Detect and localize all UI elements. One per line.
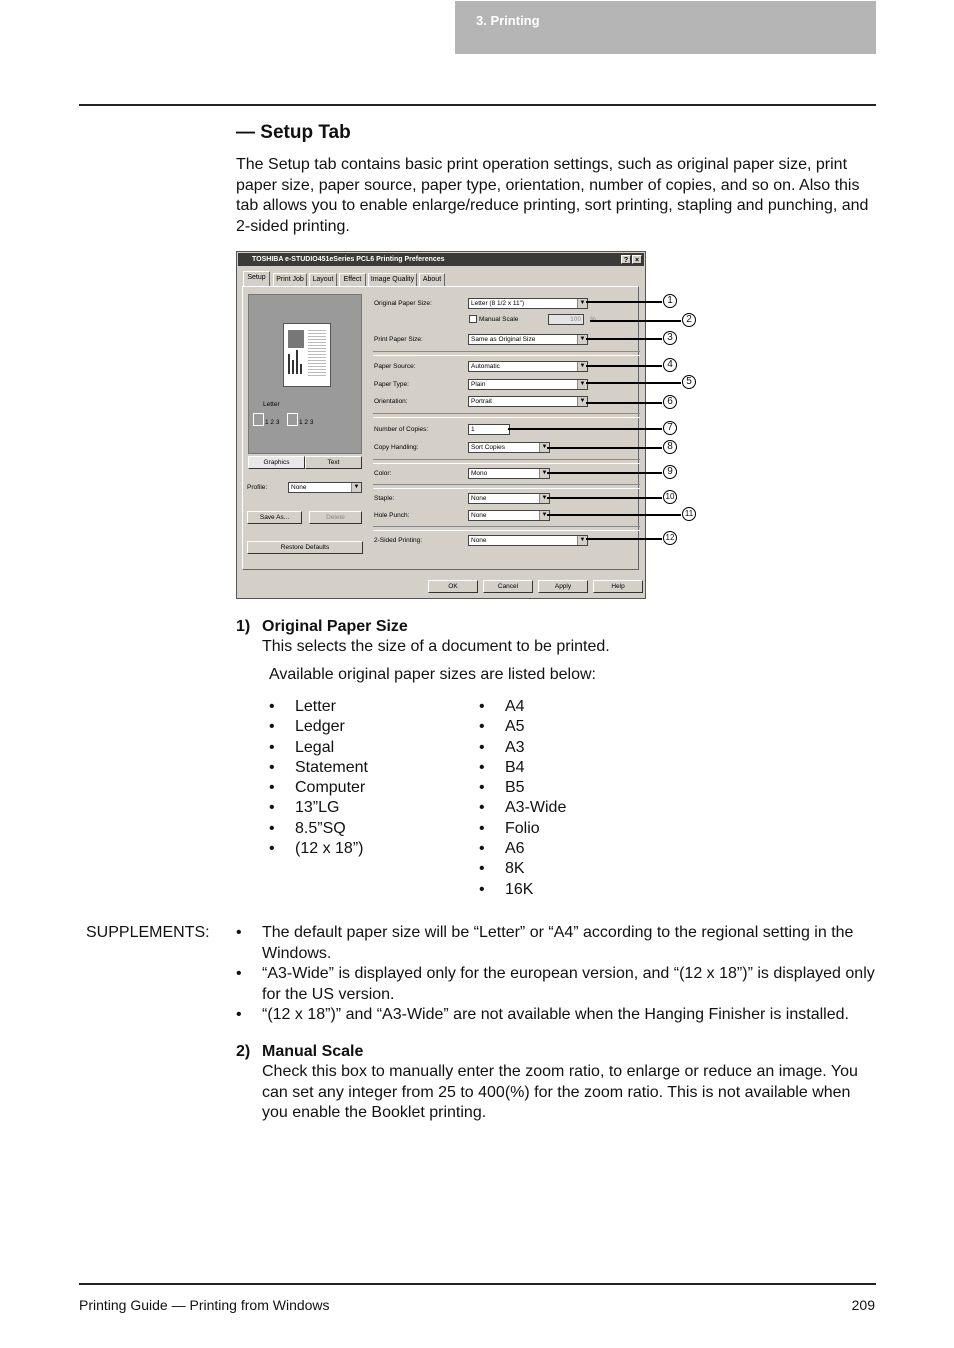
group-divider [373, 459, 640, 464]
footer-rule [79, 1283, 876, 1285]
list-item: • Ledger [269, 717, 459, 737]
ok-button[interactable]: OK [428, 580, 478, 593]
tab-layout[interactable]: Layout [309, 273, 337, 286]
staple-select[interactable]: None ▼ [468, 493, 550, 504]
list-item: • A3 [479, 738, 669, 758]
list-item: • A4 [479, 697, 669, 717]
paper-size-list-2 [479, 697, 669, 900]
chapter-label: 3. Printing [476, 13, 540, 28]
two-sided-select[interactable]: None ▼ [468, 535, 588, 546]
list-item: • A3-Wide [479, 798, 669, 818]
tab-setup[interactable]: Setup [243, 271, 270, 286]
list-item: • B5 [479, 778, 669, 798]
page-preview [248, 294, 362, 454]
orientation-select[interactable]: Portrait ▼ [468, 396, 588, 407]
callout-5: 5 [682, 375, 696, 389]
callout-line [547, 472, 662, 474]
callout-line [547, 447, 662, 449]
chapter-tab [455, 1, 876, 54]
callout-line [586, 338, 662, 340]
supplements-label: SUPPLEMENTS: [86, 924, 210, 941]
callout-9: 9 [663, 465, 677, 479]
list-item: • 8K [479, 859, 669, 879]
color-select[interactable]: Mono ▼ [468, 468, 550, 479]
list-item: • The default paper size will be “Letter” or “A4” according to the regional setting in the Windows. [236, 923, 876, 964]
callout-6: 6 [663, 395, 677, 409]
callout-line [586, 402, 662, 404]
print-paper-size-select[interactable]: Same as Original Size ▼ [468, 334, 588, 345]
item1-number: 1) [236, 618, 251, 635]
list-item: • “(12 x 18”)” and “A3-Wide” are not available when the Hanging Finisher is installed. [236, 1005, 876, 1026]
list-item: • A5 [479, 717, 669, 737]
list-item: • Computer [269, 778, 459, 798]
sort-doc-icon-2 [287, 413, 298, 426]
callout-line [547, 497, 662, 499]
list-item: • A6 [479, 839, 669, 859]
two-sided-label: 2-Sided Printing: [374, 537, 423, 544]
page-number: 209 [851, 1297, 875, 1313]
sort-doc-icon [253, 413, 264, 426]
item1-desc: This selects the size of a document to be printed. [262, 638, 610, 655]
callout-line [590, 320, 681, 322]
callout-3: 3 [663, 331, 677, 345]
item2-title: Manual Scale [262, 1043, 364, 1060]
list-item: • Statement [269, 758, 459, 778]
graphics-view-tab[interactable]: Graphics [248, 456, 305, 469]
manual-scale-label: Manual Scale [479, 316, 519, 323]
callout-4: 4 [663, 358, 677, 372]
callout-7: 7 [663, 421, 677, 435]
callout-8: 8 [663, 440, 677, 454]
list-item: • Folio [479, 819, 669, 839]
group-divider [373, 526, 640, 531]
dialog-titlebar [238, 253, 644, 266]
manual-scale-checkbox[interactable] [469, 315, 477, 323]
supplements-list [236, 923, 876, 1026]
paper-type-select[interactable]: Plain ▼ [468, 379, 588, 390]
tab-print-job[interactable]: Print Job [273, 273, 307, 286]
close-button[interactable]: × [632, 255, 642, 264]
paper-size-list-1 [269, 697, 459, 859]
staple-label: Staple: [374, 495, 395, 502]
hole-punch-select[interactable]: None ▼ [468, 510, 550, 521]
apply-button[interactable]: Apply [538, 580, 588, 593]
callout-line [586, 365, 662, 367]
list-item: • 16K [479, 880, 669, 900]
callout-12: 12 [663, 531, 677, 545]
cancel-button[interactable]: Cancel [483, 580, 533, 593]
list-item: • 13”LG [269, 798, 459, 818]
item2-number: 2) [236, 1043, 251, 1060]
paper-type-label: Paper Type: [374, 381, 409, 388]
tab-about[interactable]: About [419, 273, 445, 286]
dialog-title: TOSHIBA e-STUDIO451eSeries PCL6 Printing Preferences [252, 256, 445, 263]
help-button[interactable]: Help [593, 580, 643, 593]
preview-paper-label: Letter [263, 401, 280, 408]
item1-title: Original Paper Size [262, 618, 408, 635]
copies-label: Number of Copies: [374, 426, 429, 433]
save-as-button[interactable]: Save As... [247, 511, 302, 524]
printing-preferences-dialog [236, 251, 646, 599]
callout-line [586, 382, 681, 384]
callout-line [547, 514, 681, 516]
list-item: • Legal [269, 738, 459, 758]
footer-title: Printing Guide — Printing from Windows [79, 1297, 330, 1313]
color-label: Color: [374, 470, 392, 477]
group-divider [373, 413, 640, 418]
original-paper-size-select[interactable]: Letter (8 1/2 x 11") ▼ [468, 298, 588, 309]
callout-line [508, 428, 662, 430]
list-item: • (12 x 18”) [269, 839, 459, 859]
section-intro: The Setup tab contains basic print operation settings, such as original paper size, print paper size, paper source, paper type, orientation, number of copies, and so on. Also this tab allows you to enable enlarge/reduce printing, sort printing, stapling and punching, and 2-sided printing. [236, 156, 869, 235]
sort-label-2: 1 2 3 [299, 419, 314, 426]
group-divider [373, 484, 640, 489]
top-rule [79, 104, 876, 106]
tab-image-quality[interactable]: Image Quality [368, 273, 417, 286]
profile-label: Profile: [247, 484, 268, 491]
text-view-tab[interactable]: Text [305, 456, 362, 469]
section-title: — Setup Tab [236, 122, 351, 143]
callout-1: 1 [663, 294, 677, 308]
callout-line [586, 301, 662, 303]
list-item: • B4 [479, 758, 669, 778]
print-paper-size-label: Print Paper Size: [374, 336, 423, 343]
item2-desc: Check this box to manually enter the zoom ratio, to enlarge or reduce an image. You can set any integer from 25 to 400(%) for the zoom ratio. This is not available when you enable the Booklet printing. [262, 1063, 858, 1121]
list-item: • 8.5”SQ [269, 819, 459, 839]
item1-lead: Available original paper sizes are listed below: [269, 666, 596, 683]
profile-select[interactable]: None ▼ [288, 482, 362, 493]
original-paper-size-label: Original Paper Size: [374, 300, 432, 307]
callout-line [586, 538, 662, 540]
restore-defaults-button[interactable]: Restore Defaults [247, 541, 363, 554]
list-item: • Letter [269, 697, 459, 717]
callout-11: 11 [682, 507, 696, 521]
paper-source-label: Paper Source: [374, 363, 416, 370]
tab-effect[interactable]: Effect [339, 273, 366, 286]
orientation-label: Orientation: [374, 398, 408, 405]
manual-scale-input[interactable]: 100 [548, 314, 584, 325]
callout-2: 2 [682, 313, 696, 327]
copy-handling-select[interactable]: Sort Copies ▼ [468, 442, 550, 453]
preview-page [283, 323, 331, 387]
copy-handling-label: Copy Handling: [374, 444, 419, 451]
hole-punch-label: Hole Punch: [374, 512, 410, 519]
list-item: • “A3-Wide” is displayed only for the european version, and “(12 x 18”)” is displayed only for the US version. [236, 964, 876, 1005]
sort-label-1: 1 2 3 [265, 419, 280, 426]
copies-input[interactable]: 1 [468, 424, 510, 435]
group-divider [373, 351, 640, 356]
callout-10: 10 [663, 490, 677, 504]
help-title-button[interactable]: ? [621, 255, 631, 264]
paper-source-select[interactable]: Automatic ▼ [468, 361, 588, 372]
delete-button[interactable]: Delete [309, 511, 362, 524]
